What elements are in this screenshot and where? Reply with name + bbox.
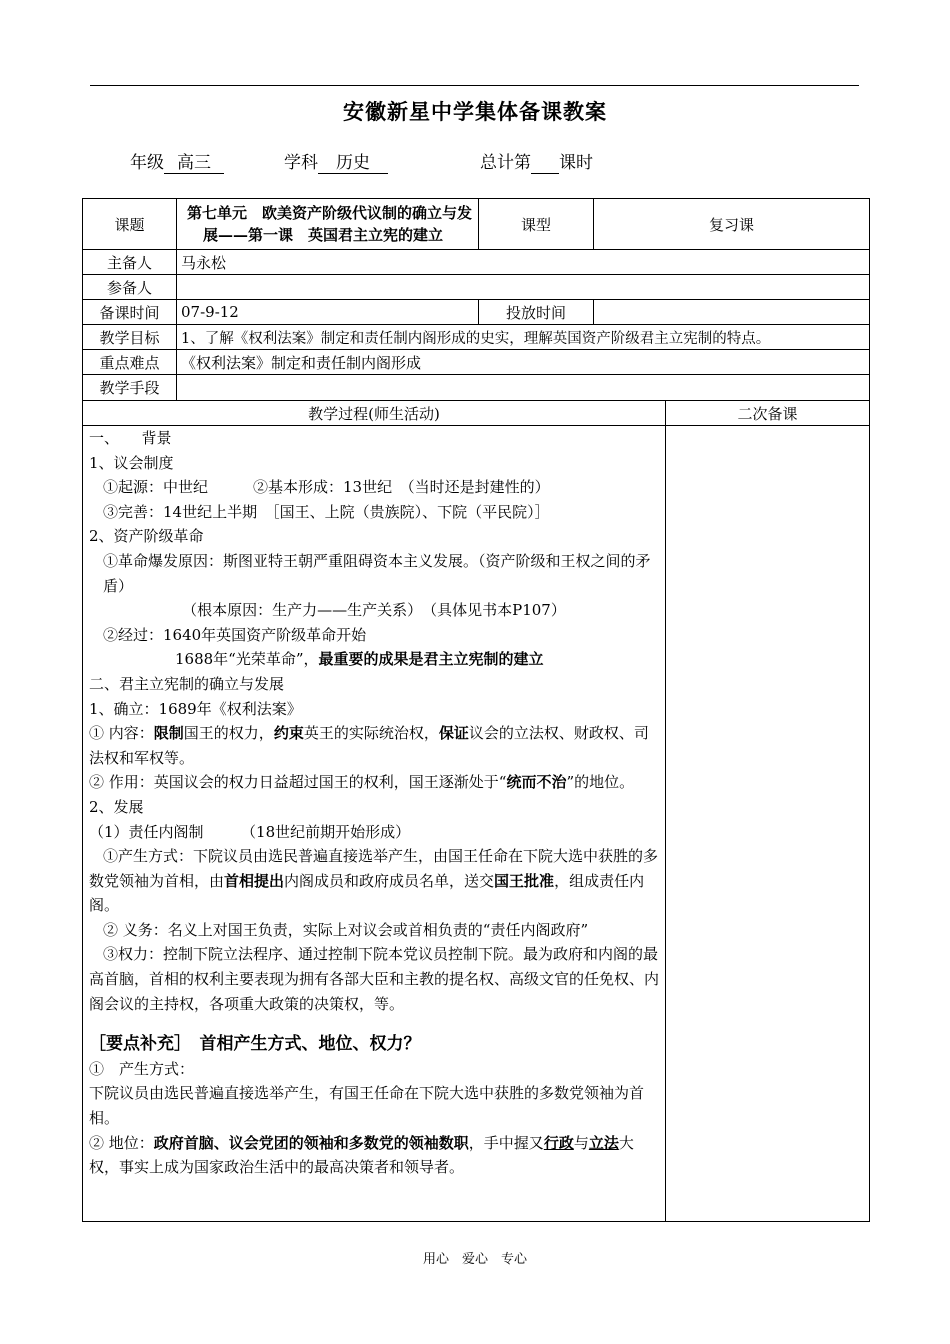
topic-label: 课题 [83, 199, 177, 250]
process-line: （根本原因：生产力——生产关系） （具体见书本P107） [182, 601, 566, 620]
emphasis-text: 国王批准 [494, 871, 555, 890]
grade-field [130, 148, 224, 174]
process-line: 2、资产阶级革命 [89, 527, 204, 546]
lead-label: 主备人 [83, 250, 177, 275]
process-line: 一、 背景 [89, 429, 172, 447]
means-label: 教学手段 [83, 375, 177, 401]
process-line: 2、发展 [89, 797, 144, 816]
process-content [83, 426, 666, 1222]
process-line: ③完善：14世纪上半期 ［国王、上院（贵族院）、下院（平民院）］ [103, 502, 550, 521]
row-means [83, 375, 870, 401]
second-header: 二次备课 [666, 401, 870, 426]
emphasis-text: 政府首脑、议会党团的领袖和多数党的领袖数职 [153, 1133, 469, 1152]
row-goal [83, 325, 870, 350]
release-label: 投放时间 [479, 300, 594, 325]
time-label: 备课时间 [83, 300, 177, 325]
text-span: ② 地位： [89, 1133, 154, 1152]
lesson-plan-table [82, 198, 870, 1222]
process-line [89, 770, 659, 795]
process-line [89, 844, 659, 918]
key-points-heading: ［要点补充］ 首相产生方式、地位、权力？ [89, 1034, 421, 1055]
release-value [594, 300, 870, 325]
text-span: ，手中握又 [468, 1133, 544, 1152]
goal-value: 1、了解《权利法案》制定和责任制内阁形成的史实，理解英国资产阶级君主立宪制的特点。 [177, 325, 870, 350]
goal-label: 教学目标 [83, 325, 177, 350]
means-value [177, 375, 870, 401]
emphasis-text: 限制 [153, 724, 184, 743]
lead-value: 马永松 [177, 250, 870, 275]
emphasis-text: 行政 [543, 1133, 574, 1152]
row-process [83, 426, 870, 1222]
process-line: ③权力：控制下院立法程序、通过控制下院本党议员控制下院。最为政府和内阁的最高首脑，首相的权利主要表现为拥有各部大臣和主教的提名权、高级文官的任免权、内阁会议的主持权，各项重大政策的决策权，等。 [89, 945, 660, 1013]
text-span: 内阁成员和政府成员名单，送交 [284, 871, 495, 890]
subject-value: 历史 [318, 148, 388, 174]
row-process-header [83, 401, 870, 426]
type-label: 课型 [479, 199, 594, 250]
text-span: 与 [573, 1133, 589, 1152]
text-span: ① 内容： [89, 724, 154, 743]
participants-label: 参备人 [83, 275, 177, 300]
process-line: 1、确立：1689年《权利法案》 [89, 699, 302, 718]
process-line [89, 1131, 659, 1180]
total-label-post: 课时 [559, 153, 593, 173]
time-value: 07-9-12 [177, 300, 479, 325]
text-span: ② 作用：英国议会的权力日益超过国王的权利，国王逐渐处于“ [89, 773, 507, 792]
process-line: （1）责任内阁制 （18世纪前期开始形成） [89, 822, 411, 841]
emphasis-text: 立法 [588, 1133, 619, 1152]
row-key [83, 350, 870, 375]
text-span: 大权，事实上成为国家政治生活中的最高决策者和领导者。 [89, 1133, 634, 1177]
header-rule [90, 85, 859, 86]
subject-field [284, 148, 388, 174]
emphasis-text: 保证 [438, 724, 469, 743]
row-lead [83, 250, 870, 275]
emphasis-text: 首相提出 [224, 871, 285, 890]
second-prep-content [666, 426, 870, 1222]
text-span: ①产生方式：下院议员由选民普遍直接选举产生，由国王任命在下院大选中获胜的多数党领袖为首相，由 [89, 847, 659, 890]
key-label: 重点难点 [83, 350, 177, 375]
text-span: ”的地位。 [566, 773, 635, 792]
row-participants [83, 275, 870, 300]
process-line: 1、议会制度 [89, 453, 174, 472]
text-span: 国王的权力， [183, 724, 274, 743]
page-footer: 用心 爱心 专心 [422, 1252, 527, 1267]
type-value: 复习课 [594, 199, 870, 250]
process-line: 下院议员由选民普遍直接选举产生，有国王任命在下院大选中获胜的多数党领袖为首相。 [89, 1084, 645, 1128]
text-span: 议会的立法权、财政权、司法权和军权等。 [89, 724, 649, 767]
process-header: 教学过程(师生活动) [83, 401, 666, 426]
process-line: ②经过：1640年英国资产阶级革命开始 [103, 625, 367, 644]
process-line [89, 647, 659, 672]
participants-value [177, 275, 870, 300]
subject-label: 学科 [284, 153, 318, 173]
emphasis-text: 最重要的成果是君主立宪制的建立 [318, 650, 544, 669]
process-line: 二、君主立宪制的确立与发展 [89, 674, 285, 693]
text-span: ，组成责任内阁。 [89, 871, 645, 915]
topic-value-line2: 展——第一课 英国君主立宪的建立 [203, 226, 444, 244]
process-line: ① 产生方式： [89, 1059, 195, 1078]
text-span: 英王的实际统治权， [303, 724, 439, 743]
process-line: ② 义务：名义上对国王负责，实际上对议会或首相负责的“责任内阁政府” [103, 920, 589, 939]
total-label-pre: 总计第 [480, 153, 531, 173]
text-span: 1688年“光荣革命”， [175, 650, 319, 669]
key-value: 《权利法案》制定和责任制内阁形成 [177, 350, 870, 375]
topic-value-line1: 第七单元 欧美资产阶级代议制的确立与发 [187, 204, 473, 222]
process-line: ①起源：中世纪 ②基本形成：13世纪 （当时还是封建性的） [103, 478, 550, 497]
total-blank [531, 153, 559, 174]
grade-label: 年级 [130, 153, 164, 173]
total-field [480, 148, 593, 174]
process-line: ①革命爆发原因：斯图亚特王朝严重阻碍资本主义发展。（资产阶级和王权之间的矛盾） [103, 551, 651, 595]
emphasis-text: 统而不治 [506, 773, 567, 792]
emphasis-text: 约束 [273, 724, 304, 743]
topic-value [177, 199, 479, 250]
process-line [89, 721, 659, 770]
row-topic [83, 199, 870, 250]
row-time [83, 300, 870, 325]
document-title: 安徽新星中学集体备课教案 [343, 99, 607, 124]
grade-value: 高三 [164, 148, 224, 174]
